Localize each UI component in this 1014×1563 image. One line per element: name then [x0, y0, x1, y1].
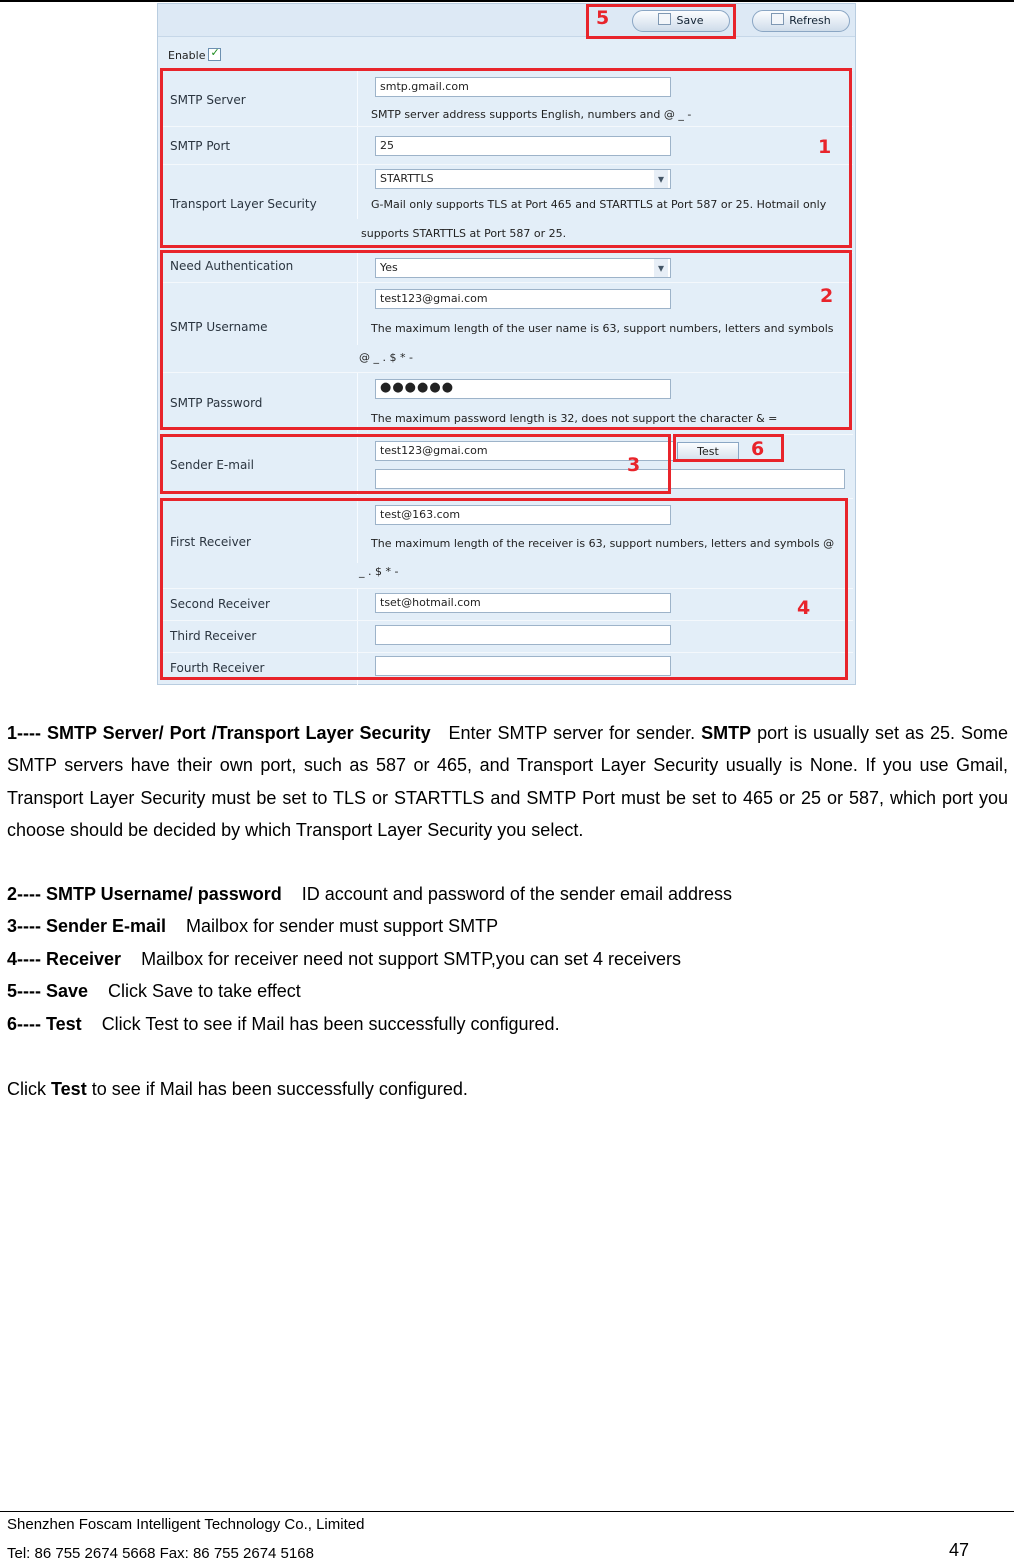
- annotation-box-2: [160, 250, 852, 430]
- test-button[interactable]: Test: [677, 442, 739, 462]
- second-receiver-label: Second Receiver: [170, 597, 270, 611]
- top-rule: [0, 0, 1014, 2]
- item-5: 5---- Save Click Save to take effect: [7, 981, 301, 1001]
- p1-text-a: Enter SMTP server for sender.: [448, 723, 696, 743]
- smtp-port-input[interactable]: 25: [375, 136, 671, 156]
- toolbar: [158, 4, 855, 37]
- first-receiver-label: First Receiver: [170, 535, 251, 549]
- paragraph-smtp-server: [7, 717, 1008, 847]
- smtp-password-input[interactable]: ●●●●●●: [375, 379, 671, 399]
- p1-text-b: port is usually set as 25. Some SMTP servers have their own port, such as 587 or 465, and Transport Layer Security usually is None. If you use Gmail, Transport Layer Security must be set to TLS or STARTTLS and SMTP Port must be set to 465 or 25 or 587, which port you choose should be decided by which Transport Layer Security you select.: [7, 723, 1008, 841]
- p1-term: 1---- SMTP Server/ Port /Transport Layer Security: [7, 723, 431, 743]
- enable-label: Enable: [168, 49, 206, 62]
- enable-checkbox[interactable]: [208, 48, 221, 61]
- footer-contact: Tel: 86 755 2674 5668 Fax: 86 755 2674 5168: [7, 1545, 314, 1562]
- p1-smtp: SMTP: [701, 723, 752, 743]
- smtp-server-label: SMTP Server: [170, 93, 246, 107]
- footer-rule: [0, 1511, 1014, 1512]
- smtp-server-hint: SMTP server address supports English, numbers and @ _ -: [371, 108, 692, 121]
- page-number: 47: [949, 1540, 970, 1560]
- smtp-username-label: SMTP Username: [170, 320, 268, 334]
- marker-3: 3: [627, 454, 641, 476]
- item-3: 3---- Sender E-mail Mailbox for sender must support SMTP: [7, 916, 499, 936]
- second-receiver-input[interactable]: tset@hotmail.com: [375, 593, 671, 613]
- save-button[interactable]: Save: [632, 10, 730, 32]
- username-hint: The maximum length of the user name is 63, support numbers, letters and symbols: [371, 322, 834, 335]
- item-6: 6---- Test Click Test to see if Mail has been successfully configured.: [7, 1014, 560, 1034]
- click-test-note: Click Test to see if Mail has been successfully configured.: [7, 1079, 468, 1099]
- annotation-box-4: [160, 498, 848, 680]
- fourth-receiver-label: Fourth Receiver: [170, 661, 265, 675]
- refresh-icon: [771, 13, 784, 25]
- tls-hint: G-Mail only supports TLS at Port 465 and STARTTLS at Port 587 or 25. Hotmail only: [371, 198, 827, 211]
- sender-email-label: Sender E-mail: [170, 458, 254, 472]
- annotation-box-3: [160, 434, 671, 494]
- tls-hint-2: supports STARTTLS at Port 587 or 25.: [361, 227, 567, 240]
- smtp-port-label: SMTP Port: [170, 139, 231, 153]
- receiver-hint: The maximum length of the receiver is 63, support numbers, letters and symbols @: [371, 537, 835, 550]
- smtp-username-input[interactable]: test123@gmai.com: [375, 289, 671, 309]
- receiver-hint-2: _ . $ * -: [359, 565, 399, 578]
- sender-email-input[interactable]: test123@gmai.com: [375, 441, 675, 461]
- first-receiver-input[interactable]: test@163.com: [375, 505, 671, 525]
- enable-row: [168, 48, 221, 62]
- marker-6: 6: [751, 438, 765, 460]
- marker-4: 4: [797, 597, 811, 619]
- item-2: 2---- SMTP Username/ password ID account and password of the sender email address: [7, 884, 733, 904]
- footer-company: Shenzhen Foscam Intelligent Technology Co., Limited: [7, 1516, 365, 1533]
- annotation-box-6: [673, 434, 784, 462]
- need-auth-select[interactable]: Yes ▾: [375, 258, 671, 278]
- password-hint: The maximum password length is 32, does not support the character & =: [371, 412, 778, 425]
- smtp-password-label: SMTP Password: [170, 396, 263, 410]
- refresh-button[interactable]: Refresh: [752, 10, 850, 32]
- tls-label: Transport Layer Security: [170, 197, 317, 211]
- annotation-box-1: [160, 68, 852, 248]
- need-auth-label: Need Authentication: [170, 259, 294, 273]
- marker-2: 2: [820, 285, 834, 307]
- item-4: 4---- Receiver Mailbox for receiver need not support SMTP,you can set 4 receivers: [7, 949, 681, 969]
- mail-settings-screenshot: [157, 3, 856, 685]
- marker-1: 1: [818, 136, 832, 158]
- third-receiver-label: Third Receiver: [170, 629, 257, 643]
- smtp-server-input[interactable]: smtp.gmail.com: [375, 77, 671, 97]
- tls-select[interactable]: STARTTLS ▾: [375, 169, 671, 189]
- username-hint-2: @ _ . $ * -: [359, 351, 413, 364]
- marker-5: 5: [596, 7, 610, 29]
